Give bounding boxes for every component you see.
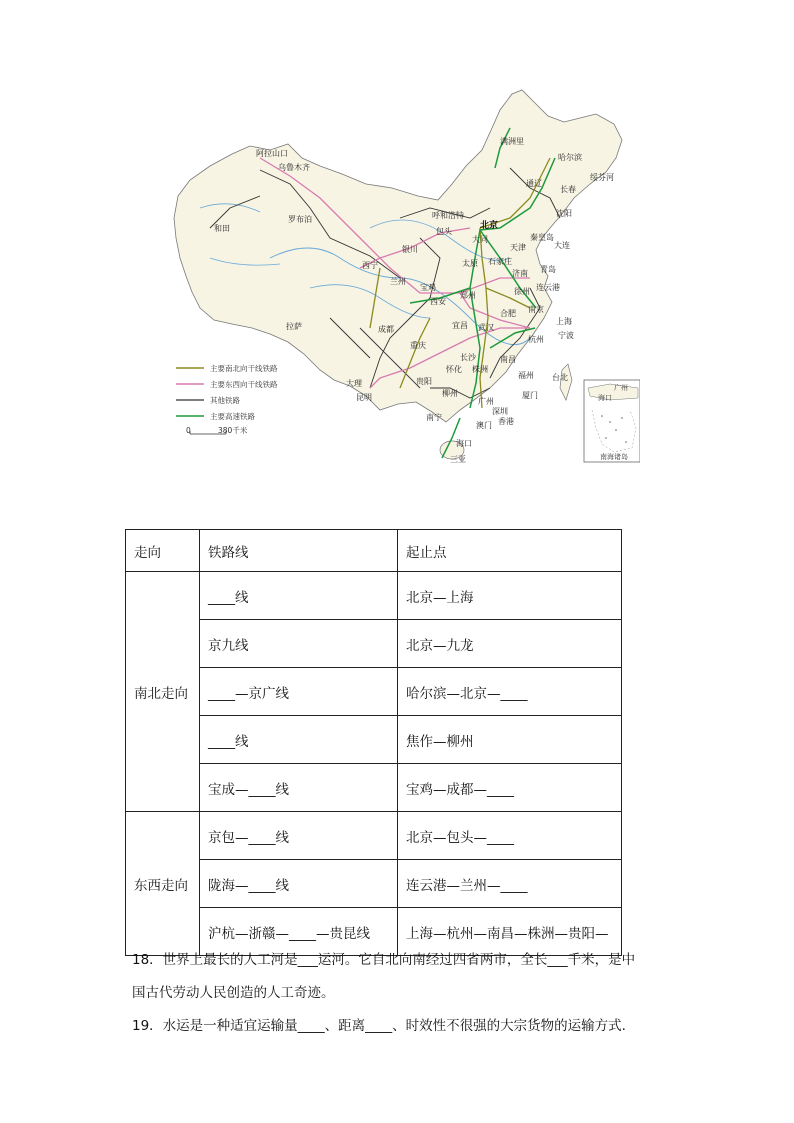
table-row (126, 812, 622, 860)
railway-cell: 京九线 (200, 620, 398, 668)
city-label: 包头 (436, 227, 452, 236)
question-18-line2: 国古代劳动人民创造的人工奇迹。 (132, 985, 335, 1001)
city-label: 广州 (478, 397, 494, 406)
route-cell: 焦作—柳州 (398, 716, 622, 764)
city-label: 贵阳 (416, 377, 432, 386)
railway-cell: 宝成—____线 (200, 764, 398, 812)
south-sea-inset (584, 380, 640, 462)
legend-label: 主要高速铁路 (210, 412, 255, 421)
city-label: 宝鸡 (420, 283, 436, 292)
city-label: 上海 (556, 317, 572, 326)
question-18-line1: 18．世界上最长的人工河是___运河。它自北向南经过四省两市，全长___千米，是中 (132, 952, 636, 968)
route-cell: 北京—上海 (398, 572, 622, 620)
city-label: 株洲 (472, 365, 488, 374)
city-label: 郑州 (460, 291, 476, 300)
city-label: 绥芬河 (590, 173, 614, 182)
city-label: 满洲里 (500, 137, 524, 146)
city-label: 大理 (346, 379, 362, 388)
city-label: 和田 (214, 224, 230, 233)
city-label: 通辽 (526, 179, 542, 188)
city-label: 济南 (512, 269, 528, 278)
city-label: 阿拉山口 (256, 149, 288, 158)
header-endpoints: 起止点 (398, 530, 622, 572)
city-label: 银川 (402, 245, 418, 254)
table-row (126, 572, 622, 620)
scale-label: 380千米 (218, 426, 248, 435)
city-label: 徐州 (514, 287, 530, 296)
city-label: 南京 (528, 305, 544, 314)
city-label: 合肥 (500, 309, 516, 318)
group-east-west: 东西走向 (126, 812, 200, 956)
table-header-row (126, 530, 622, 572)
city-label: 香港 (498, 417, 514, 426)
city-label: 秦皇岛 (530, 233, 554, 242)
railway-table (125, 529, 622, 956)
route-cell: 宝鸡—成都—____ (398, 764, 622, 812)
city-label: 太原 (462, 259, 478, 268)
inset-city: 海口 (598, 394, 612, 402)
table-row (126, 860, 622, 908)
city-label: 澳门 (476, 421, 492, 430)
table-row (126, 764, 622, 812)
route-cell: 北京—包头—____ (398, 812, 622, 860)
route-cell: 哈尔滨—北京—____ (398, 668, 622, 716)
header-direction: 走向 (126, 530, 200, 572)
city-label: 怀化 (446, 365, 462, 374)
inset-title: 南海诸岛 (600, 453, 628, 461)
city-label: 青岛 (540, 265, 556, 274)
legend-label: 主要东西向干线铁路 (210, 380, 278, 389)
route-cell: 连云港—兰州—____ (398, 860, 622, 908)
inset-city: 广州 (614, 384, 628, 392)
city-label: 沈阳 (556, 209, 572, 218)
city-label: 深圳 (492, 407, 508, 416)
city-label: 台北 (552, 373, 568, 382)
route-cell: 上海—杭州—南昌—株洲—贵阳— (398, 908, 622, 956)
city-label: 天津 (510, 243, 526, 252)
city-label: 哈尔滨 (558, 153, 582, 162)
city-label: 兰州 (390, 277, 406, 286)
city-label: 宜昌 (452, 321, 468, 330)
legend-label: 其他铁路 (210, 396, 240, 405)
railway-cell: 京包—____线 (200, 812, 398, 860)
header-railway: 铁路线 (200, 530, 398, 572)
city-label: 长沙 (460, 353, 476, 362)
city-label: 长春 (560, 185, 576, 194)
city-label: 宁波 (558, 331, 574, 340)
city-label: 大同 (472, 235, 488, 244)
railway-cell: ____线 (200, 572, 398, 620)
city-label: 海口 (456, 439, 472, 448)
city-label: 拉萨 (286, 322, 302, 331)
table-row (126, 668, 622, 716)
railway-cell: 沪杭—浙赣—____—贵昆线 (200, 908, 398, 956)
group-north-south: 南北走向 (126, 572, 200, 812)
city-label: 乌鲁木齐 (278, 163, 310, 172)
city-label: 重庆 (410, 341, 426, 350)
city-label: 南宁 (426, 413, 442, 422)
map-svg (170, 88, 640, 466)
city-label: 连云港 (536, 283, 560, 292)
question-19: 19．水运是一种适宜运输量____、距离____、时效性不很强的大宗货物的运输方式. (132, 1018, 626, 1034)
route-cell: 北京—九龙 (398, 620, 622, 668)
city-label: 福州 (518, 371, 534, 380)
city-label: 厦门 (522, 391, 538, 400)
city-label: 西安 (430, 297, 446, 306)
city-label: 成都 (378, 325, 394, 334)
city-label: 北京 (480, 221, 499, 231)
city-label: 杭州 (528, 335, 544, 344)
city-label: 罗布泊 (288, 215, 312, 224)
scale-zero: 0 (186, 426, 191, 435)
railway-cell: ____—京广线 (200, 668, 398, 716)
table-row (126, 716, 622, 764)
railway-cell: 陇海—____线 (200, 860, 398, 908)
city-label: 呼和浩特 (432, 211, 464, 220)
city-label: 石家庄 (488, 257, 512, 266)
china-railway-map (170, 88, 640, 466)
table-row (126, 620, 622, 668)
city-label: 三亚 (450, 455, 466, 464)
city-label: 南昌 (500, 355, 516, 364)
legend-label: 主要南北向干线铁路 (210, 364, 278, 373)
city-label: 武汉 (478, 323, 494, 332)
city-label: 大连 (554, 241, 570, 250)
city-label: 柳州 (442, 389, 458, 398)
city-label: 西宁 (362, 261, 378, 270)
railway-cell: ____线 (200, 716, 398, 764)
city-label: 昆明 (356, 393, 372, 402)
